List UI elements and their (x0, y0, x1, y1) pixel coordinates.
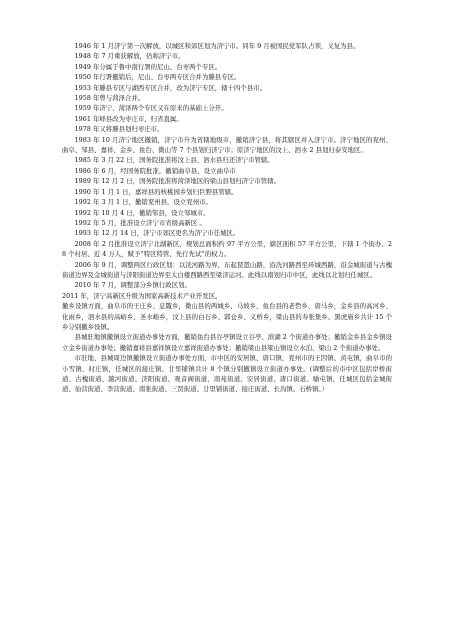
paragraph-1993: 1993 年 12 月 14 日，济宁市郊区更名为济宁市任城区。 (74, 229, 240, 238)
paragraph-2010: 2010 年 7 月，调整部分乡镇行政区划。 (74, 281, 191, 290)
paragraph-1986: 1986 年 6 月，经国务院批准，撤销曲阜县，设立曲阜市 (74, 166, 236, 175)
paragraph-2011: 2011 年，济宁高新区升级为国家高新技术产业开发区。 (62, 291, 222, 300)
document-page (62, 41, 392, 395)
paragraph-1950: 1950 年行署撤销后，尼山、台枣两专区合并为滕县专区。 (74, 73, 241, 82)
paragraph-1983: 1983 年 10 月济宁地区撤销，济宁市升为省辖地级市，撤销济宁县，将其辖区并入济宁市。济宁地区的兖州、曲阜、邹县、嘉祥、金乡、鱼台、微山等 7 个县划归济宁市；原济宁地区的汶上、泗水 2 县划归泰安地区。 (62, 135, 392, 155)
paragraph-1959: 1959 年济宁、菏泽两个专区又在原来的基础上分开。 (74, 104, 228, 113)
paragraph-1946: 1946 年 1 月济宁第一次解放，以城区和郊区划为济宁市。同年 9 月被国民党军队占领，又复为县。 (74, 42, 360, 50)
paragraph-2008: 2008 年 2 月批准设立济宁北湖新区，规划总面积约 97 平方公里，辖区面积 57 平方公里，下辖 1 个街办、28 个村居、近 4 万人，赋予“特区特管、先行先试”的权力。 (62, 239, 392, 259)
paragraph-1985: 1985 年 3 月 22 日，国务院批准将汶上县、泗水县归还济宁市管辖。 (74, 156, 274, 165)
paragraph-city-periphery-towns: 市驻地、县城周边镇撤镇设立街道办事处方面，市中区的安居镇、唐口镇，兖州市的王因镇、黄屯镇，曲阜市的小雪镇、时庄镇，任城区的接庄镇、廿里铺镇共计 8 个镇分别撤镇设立街道办事处。(调整后的市中区包括岸桥街道、古槐街道、越河街道、济阳街道、观音阁街道、南苑街道、安居街道、唐口街道、喻屯镇，任城区包括金城街道、仙营街道、李营街道、南张街道、三贤街道、廿里铺街道、接庄街道、长沟镇、石桥镇。） (62, 354, 392, 394)
paragraph-1978: 1978 年又将滕县划归枣庄市。 (74, 125, 164, 134)
paragraph-1989: 1989 年 12 月 2 日，国务院批准将菏泽地区的梁山县划归济宁市管辖。 (74, 177, 281, 186)
paragraph-1949: 1949 年分属于鲁中南行署的尼山、台枣两个专区。 (74, 62, 222, 71)
paragraph-1948: 1948 年 7 月重获解放，仍称济宁市。 (74, 52, 185, 61)
paragraph-1992-october: 1992 年 10 月 4 日，撤销邹县，设立邹城市。 (74, 208, 210, 217)
paragraph-1992-march: 1992 年 3 月 1 日，撤销兖州县，设立兖州市。 (74, 198, 212, 207)
paragraph-1990: 1990 年 1 月 1 日，嘉祥县的核桃园乡划归巨野县管辖。 (74, 187, 238, 196)
paragraph-1992-may: 1992 年 5 月，批准设立济宁市省级高新区 。 (74, 218, 206, 227)
paragraph-county-seat-towns: 县城驻地镇撤镇设立街道办事处方面，撤销鱼台县谷亭镇设立谷亭、滨湖 2 个街道办事处；撤销金乡县金乡镇设立金乡街道办事处；撤销嘉祥县嘉祥镇设立嘉祥街道办事处；撤销梁山县梁山镇设立水泊、梁山 2 个街道办事处。 (62, 333, 392, 352)
paragraph-2006: 2006 年 9 月，调整两区行政区划：以洸河路为界，东起琵琶山路，沿洸河路西至环城西路，沿金城街道与古槐街道边界及金城街道与济阳街道边界至太白楼西路西至梁济运河。此线以南划归市中区，此线以北划归任城区。 (62, 260, 392, 279)
paragraph-1953: 1953 年滕县专区与湖西专区合并，改为济宁专区，辖十四个县市。 (74, 83, 267, 92)
paragraph-township-to-town: 撤乡设镇方面，曲阜市的王庄乡、息陬乡，微山县的两城乡、马坡乡，鱼台县的老砦乡、唐马乡，金乡县的高河乡、化雨乡，泗水县的高峪乡、圣水峪乡，汶上县的白石乡、郭仓乡、义桥乡，梁山县的寿张集乡、黑虎庙乡共计 15 个乡分别撤乡设镇。 (62, 302, 392, 331)
paragraph-1958: 1958 年曾与菏泽合并。 (74, 94, 145, 103)
paragraph-1961: 1961 年峄县改为枣庄市，归省直属。 (74, 114, 183, 123)
